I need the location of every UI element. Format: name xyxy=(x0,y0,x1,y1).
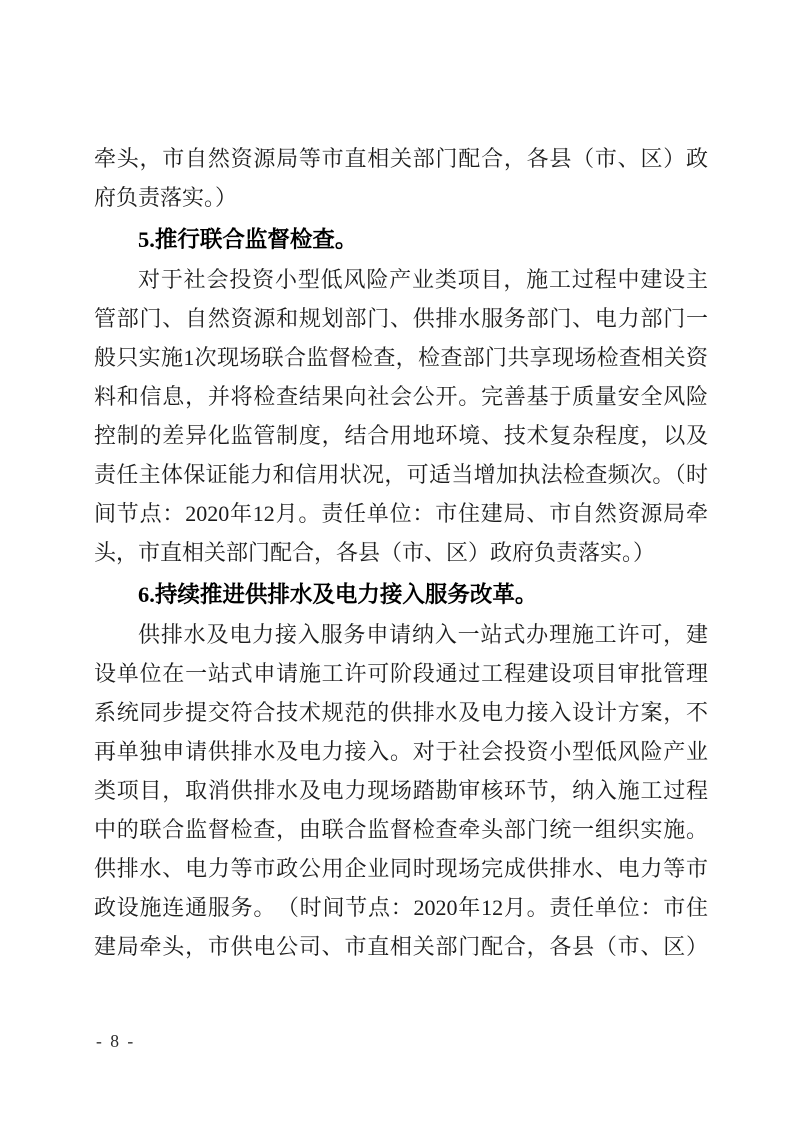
text-line: 料和信息，并将检查结果向社会公开。完善基于质量安全风险 xyxy=(94,384,708,409)
text-line: 头，市直相关部门配合，各县（市、区）政府负责落实。） xyxy=(94,540,656,565)
text-line: 责任主体保证能力和信用状况，可适当增加执法检查频次。（时 xyxy=(94,462,708,487)
text-line: 中的联合监督检查，由联合监督检查牵头部门统一组织实施。 xyxy=(94,817,708,842)
text-line: 类项目，取消供排水及电力现场踏勘审核环节，纳入施工过程 xyxy=(94,778,708,803)
text-line: 对于社会投资小型低风险产业类项目，施工过程中建设主 xyxy=(138,267,708,292)
document-body xyxy=(94,139,708,966)
text-line: 般只实施1次现场联合监督检查，检查部门共享现场检查相关资 xyxy=(94,345,708,370)
text-line: 政设施连通服务。 （时间节点：2020年12月。责任单位：市住 xyxy=(94,895,708,920)
text-line: 设单位在一站式申请施工许可阶段通过工程建设项目审批管理 xyxy=(94,661,708,686)
section-6-paragraph xyxy=(94,615,708,966)
page-footer xyxy=(96,1031,135,1052)
text-line: 供排水、电力等市政公用企业同时现场完成供排水、电力等市 xyxy=(94,856,708,881)
section-5-heading: 5.推行联合监督检查。 xyxy=(138,227,358,252)
text-line: 供排水及电力接入服务申请纳入一站式办理施工许可，建 xyxy=(138,622,708,647)
text-line: 系统同步提交符合技术规范的供排水及电力接入设计方案，不 xyxy=(94,700,708,725)
text-line: 府负责落实。） xyxy=(94,185,238,210)
text-line: 建局牵头，市供电公司、市直相关部门配合，各县（市、区） xyxy=(94,934,708,959)
page-number: - 8 - xyxy=(96,1031,136,1051)
text-line: 控制的差异化监管制度，结合用地环境、技术复杂程度，以及 xyxy=(94,423,708,448)
text-line: 再单独申请供排水及电力接入。对于社会投资小型低风险产业 xyxy=(94,739,708,764)
section-5-paragraph xyxy=(94,260,708,572)
section-6-heading: 6.持续推进供排水及电力接入服务改革。 xyxy=(138,582,538,607)
text-line: 管部门、自然资源和规划部门、供排水服务部门、电力部门一 xyxy=(94,306,708,331)
paragraph-continuation xyxy=(94,139,708,217)
text-line: 牵头，市自然资源局等市直相关部门配合，各县（市、区）政 xyxy=(94,146,708,171)
text-line: 间节点：2020年12月。责任单位：市住建局、市自然资源局牵 xyxy=(94,501,708,526)
